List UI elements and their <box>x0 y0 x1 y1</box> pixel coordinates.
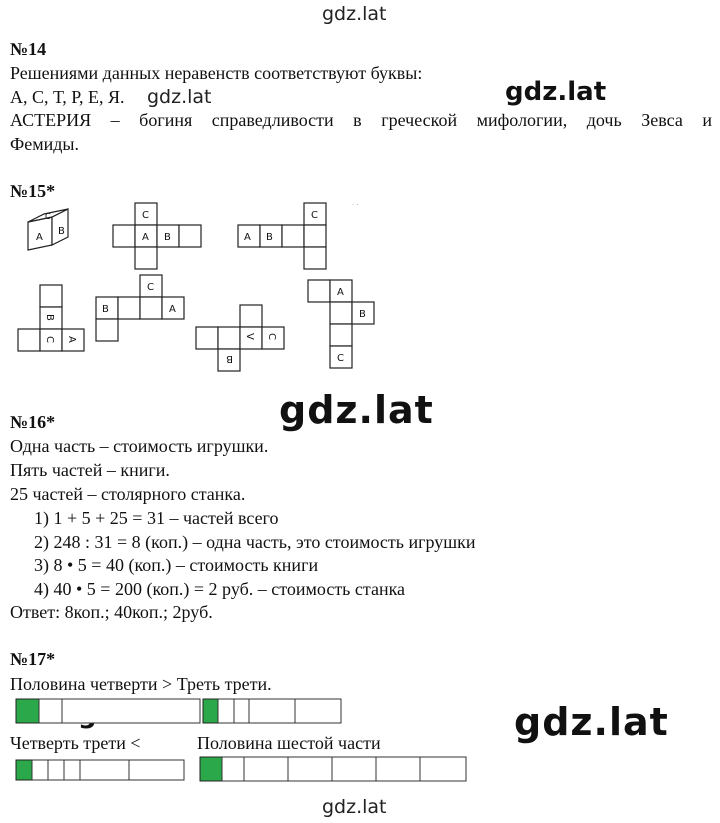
net4-letter-c: C <box>147 282 154 293</box>
net3-letter-c: C <box>44 336 55 343</box>
net4-letter-b: B <box>102 304 109 315</box>
bar-third-of-third <box>203 699 341 723</box>
p14-line1: Решениями данных неравенств соответствуют буквы: <box>10 63 423 83</box>
net-1 <box>113 203 201 269</box>
net2-letter-a: A <box>244 232 251 243</box>
net-4 <box>96 275 184 341</box>
heading-17: №17* <box>10 649 56 669</box>
cube-letter-c: C <box>45 212 51 221</box>
cube-letter-b: B <box>58 226 65 237</box>
net5-letter-b: B <box>226 353 233 364</box>
net6-letter-c: C <box>337 353 344 364</box>
cube-drawing <box>28 209 68 250</box>
watermark-top: gdz.lat <box>322 3 387 25</box>
watermark-bottom: gdz.lat <box>322 796 387 818</box>
heading-14: №14 <box>10 39 47 59</box>
watermark-center: gdz.lat <box>279 388 434 432</box>
net1-letter-c: C <box>142 210 149 221</box>
net2-letter-c: C <box>311 210 318 221</box>
heading-15: №15* <box>10 181 56 201</box>
watermark-bottom-right: gdz.lat <box>514 700 669 744</box>
net4-letter-a: A <box>169 304 176 315</box>
p16-line-3: 1) 1 + 5 + 25 = 31 – частей всего <box>34 508 279 528</box>
net-3 <box>18 285 84 351</box>
p16-line-5: 3) 8 • 5 = 40 (коп.) – стоимость книги <box>34 555 319 575</box>
net6-letter-a: A <box>337 287 344 298</box>
p14-line4: Фемиды. <box>10 134 79 154</box>
svg-text:· ·: · · <box>352 201 359 209</box>
net-2 <box>238 201 359 269</box>
p16-line-2: 25 частей – столярного станка. <box>10 484 246 504</box>
net6-letter-b: B <box>359 309 366 320</box>
p16-line-1: Пять частей – книги. <box>10 460 170 480</box>
p17-row1: Половина четверти > Треть трети. <box>10 674 272 694</box>
p14-line2: А, С, Т, Р, Е, Я. <box>10 87 125 107</box>
net3-letter-b: B <box>44 314 55 321</box>
net2-letter-b: B <box>266 232 273 243</box>
p16-answer: Ответ: 8коп.; 40коп.; 2руб. <box>10 602 213 622</box>
net1-letter-b: B <box>164 232 171 243</box>
net3-letter-a: A <box>66 336 77 343</box>
p16-line-0: Одна часть – стоимость игрушки. <box>10 436 269 456</box>
watermark-inline: gdz.lat <box>147 86 212 108</box>
net-6 <box>308 280 374 368</box>
fraction-bars <box>0 695 720 790</box>
p16-line-6: 4) 40 • 5 = 200 (коп.) = 2 руб. – стоимость станка <box>34 579 406 599</box>
net-5 <box>196 305 284 371</box>
net1-letter-a: A <box>142 232 149 243</box>
p14-line3: АСТЕРИЯ – богиня справедливости в греческой мифологии, дочь Зевса и <box>10 110 712 130</box>
p17-row2-right: Половина шестой части <box>197 733 381 753</box>
bar-quarter-of-third <box>16 760 184 780</box>
cube-nets-figure <box>0 195 720 385</box>
p17-row2-left: Четверть трети < <box>10 733 141 753</box>
net5-letter-v: V <box>244 333 255 340</box>
watermark-right: gdz.lat <box>505 77 607 107</box>
bar-half-of-sixth <box>200 757 466 781</box>
bar-half-of-quarter <box>16 699 200 723</box>
net5-letter-c: C <box>266 333 277 340</box>
cube-letter-a: A <box>36 232 43 243</box>
heading-16: №16* <box>10 412 56 432</box>
p16-line-4: 2) 248 : 31 = 8 (коп.) – одна часть, это стоимость игрушки <box>34 532 476 552</box>
